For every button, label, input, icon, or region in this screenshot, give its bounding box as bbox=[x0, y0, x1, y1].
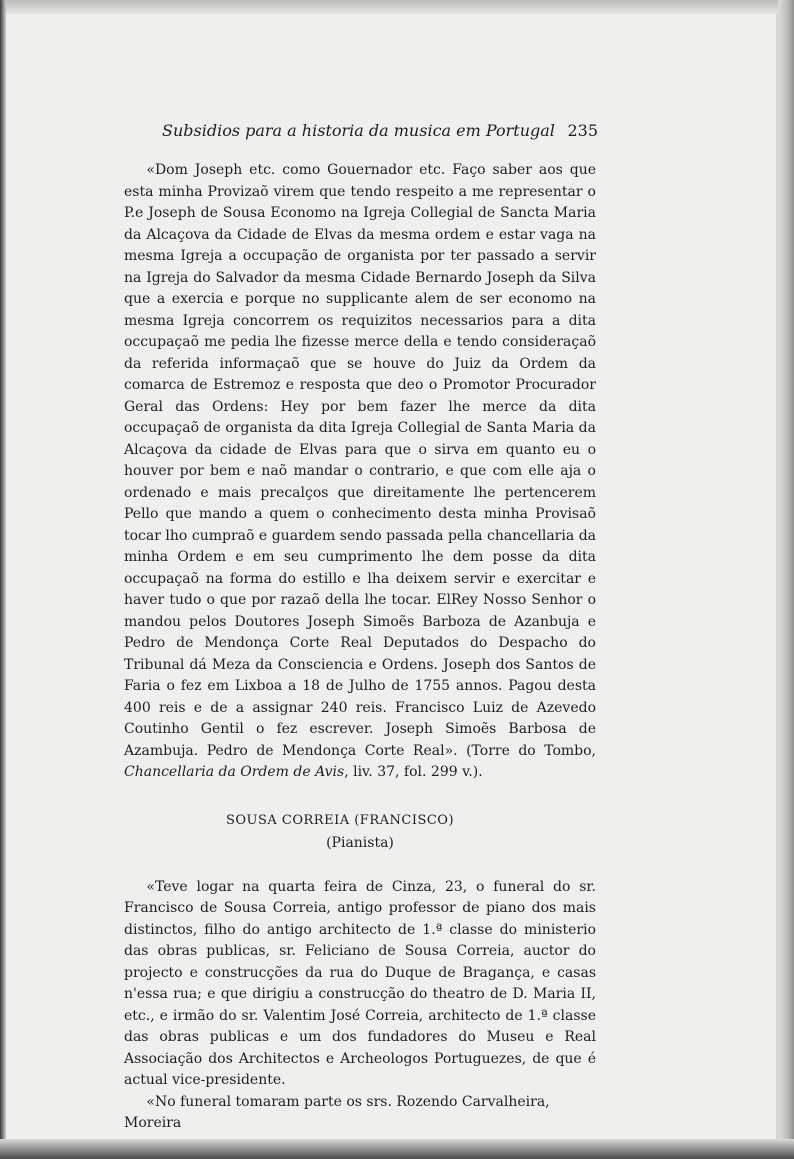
paragraph-provision bbox=[124, 160, 596, 784]
paragraph-funeral: «Teve logar na quarta feira de Cinza, 23, o funeral do sr. Francisco de Sousa Correia, antigo professor de piano dos mais distinctos, filho do antigo architecto de 1.ª classe do ministerio das obras publicas, sr. Feliciano de Sousa Correia, auctor do projecto e construcções da rua do Duque de Bragança, e casas n'essa rua; e que dirigiu a construcção do theatro de D. Maria II, etc., e irmão do sr. Valentim José Correia, architecto de 1.ª classe das obras publicas e um dos fundadores do Museu e Real Associação dos Architectos e Archeologos Portuguezes, de que é actual vice-presidente. bbox=[124, 878, 596, 1088]
page-right-edge bbox=[778, 0, 794, 1159]
paragraph-attendees: «No funeral tomaram parte os srs. Rozendo Carvalheira, Moreira bbox=[124, 1093, 550, 1131]
page-top-edge bbox=[0, 0, 794, 14]
text-block bbox=[124, 118, 596, 1135]
running-head-title: Subsidios para a historia da musica em Portugal bbox=[162, 121, 555, 140]
page-left-edge bbox=[0, 0, 6, 1159]
paragraph-provision-end: , liv. 37, fol. 299 v.). bbox=[344, 764, 483, 780]
page-bottom-edge bbox=[0, 1139, 794, 1159]
page-number: 235 bbox=[567, 121, 598, 140]
paragraph-provision-text: «Dom Joseph etc. como Gouernador etc. Faço saber aos que esta minha Provizaõ virem que tendo respeito a me representar o P.e Joseph de Sousa Economo na Igreja Collegial de Sancta Maria da Alcaçova da Cidade de Elvas da mesma ordem e estar vaga na mesma Igreja a occupação de organista por ter passado a servir na Igreja do Salvador da mesma Cidade Bernardo Joseph da Silva que a exercia e porque no supplicante alem de ser economo na mesma Igreja concorrem os requizitos necessarios para a dita occupaçaõ me pedia lhe fizesse merce della e tendo consideraçaõ da referida informaçaõ que se houve do Juiz da Ordem da comarca de Estremoz e resposta que deo o Promotor Procurador Geral das Ordens: Hey por bem fazer lhe merce da dita occupaçaõ de organista da dita Igreja Collegial de Santa Maria da Alcaçova da cidade de Elvas para que o sirva em quanto eu o houver por bem e naõ mandar o contrario, e que com elle aja o ordenado e mais precalços que direitamente lhe pertencerem Pello que mando a quem o conhecimento desta minha Provisaõ tocar lho cumpraõ e guardem sendo passada pella chancellaria da minha Ordem e em seu cumprimento lhe dem posse da dita occupaçaõ na forma do estillo e lha deixem servir e exercitar e haver tudo o que por razaõ della lhe tocar. ElRey Nosso Senhor o mandou pelos Doutores Joseph Simoẽs Barboza de Azanbuja e Pedro de Mendonça Corte Real Deputados do Despacho do Tribunal dá Meza da Consciencia e Ordens. Joseph dos Santos de Faria o fez em Lixboa a 18 de Julho de 1755 annos. Pagou desta 400 reis e de a assignar 240 reis. Francisco Luiz de Azevedo Coutinho Gentil o fez escrever. Joseph Simoẽs Barbosa de Azambuja. Pedro de Mendonça Corte Real». (Torre do Tombo, bbox=[124, 162, 596, 759]
section-heading-name: SOUSA CORREIA (FRANCISCO) bbox=[225, 812, 455, 828]
section-heading-role: (Pianista) bbox=[326, 835, 394, 851]
section-heading bbox=[124, 810, 596, 855]
running-head bbox=[124, 118, 596, 144]
paragraph-provision-italic: Chancellaria da Ordem de Avis bbox=[124, 764, 345, 780]
